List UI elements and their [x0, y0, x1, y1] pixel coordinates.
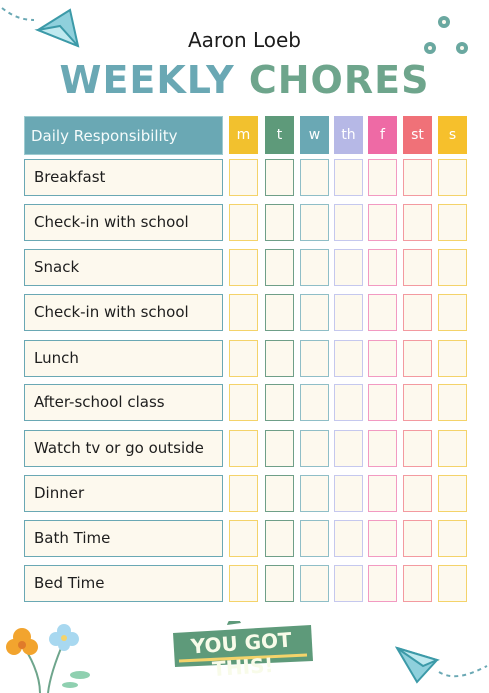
- checkbox-w[interactable]: [300, 159, 329, 196]
- checkbox-t[interactable]: [265, 340, 294, 377]
- checkbox-w[interactable]: [300, 520, 329, 557]
- checkbox-f[interactable]: [368, 565, 397, 602]
- checkbox-s[interactable]: [438, 565, 467, 602]
- checkbox-th[interactable]: [334, 475, 363, 512]
- checkbox-s[interactable]: [438, 340, 467, 377]
- checkbox-st[interactable]: [403, 520, 432, 557]
- checkbox-w[interactable]: [300, 249, 329, 286]
- title-chores: CHORES: [248, 58, 430, 102]
- task-label: Lunch: [24, 340, 223, 377]
- checkbox-f[interactable]: [368, 384, 397, 421]
- day-header-st: st: [403, 116, 432, 154]
- checkbox-t[interactable]: [265, 249, 294, 286]
- checkbox-m[interactable]: [229, 475, 258, 512]
- task-label: After-school class: [24, 384, 223, 421]
- checkbox-st[interactable]: [403, 159, 432, 196]
- checkbox-m[interactable]: [229, 430, 258, 467]
- checkbox-th[interactable]: [334, 340, 363, 377]
- checkbox-s[interactable]: [438, 294, 467, 331]
- task-label: Breakfast: [24, 159, 223, 196]
- task-label: Dinner: [24, 475, 223, 512]
- checkbox-f[interactable]: [368, 475, 397, 512]
- day-header-f: f: [368, 116, 397, 154]
- flower-bouquet-icon: [0, 615, 110, 693]
- checkbox-t[interactable]: [265, 430, 294, 467]
- checkbox-st[interactable]: [403, 294, 432, 331]
- day-header-w: w: [300, 116, 329, 154]
- checkbox-s[interactable]: [438, 249, 467, 286]
- checkbox-w[interactable]: [300, 204, 329, 241]
- checkbox-w[interactable]: [300, 475, 329, 512]
- checkbox-w[interactable]: [300, 384, 329, 421]
- checkbox-st[interactable]: [403, 384, 432, 421]
- child-name: Aaron Loeb: [187, 28, 302, 52]
- day-header-m: m: [229, 116, 258, 154]
- checkbox-th[interactable]: [334, 249, 363, 286]
- checkbox-s[interactable]: [438, 384, 467, 421]
- badge-text: YOU GOT THIS!: [189, 627, 293, 682]
- checkbox-th[interactable]: [334, 204, 363, 241]
- checkbox-f[interactable]: [368, 204, 397, 241]
- checkbox-w[interactable]: [300, 340, 329, 377]
- checkbox-m[interactable]: [229, 340, 258, 377]
- day-header-t: t: [265, 116, 294, 154]
- checkbox-st[interactable]: [403, 249, 432, 286]
- checkbox-t[interactable]: [265, 475, 294, 512]
- checkbox-th[interactable]: [334, 430, 363, 467]
- checkbox-m[interactable]: [229, 384, 258, 421]
- checkbox-st[interactable]: [403, 565, 432, 602]
- checkbox-t[interactable]: [265, 384, 294, 421]
- checkbox-s[interactable]: [438, 520, 467, 557]
- checkbox-f[interactable]: [368, 159, 397, 196]
- task-label: Snack: [24, 249, 223, 286]
- checkbox-t[interactable]: [265, 159, 294, 196]
- checkbox-t[interactable]: [265, 520, 294, 557]
- checkbox-st[interactable]: [403, 204, 432, 241]
- column-header-responsibility: Daily Responsibility: [24, 116, 223, 155]
- checkbox-st[interactable]: [403, 340, 432, 377]
- page-title: [0, 58, 489, 102]
- checkbox-w[interactable]: [300, 430, 329, 467]
- task-label: Watch tv or go outside: [24, 430, 223, 467]
- checkbox-f[interactable]: [368, 294, 397, 331]
- checkbox-m[interactable]: [229, 249, 258, 286]
- checkbox-m[interactable]: [229, 565, 258, 602]
- checkbox-f[interactable]: [368, 520, 397, 557]
- checkbox-f[interactable]: [368, 340, 397, 377]
- checkbox-f[interactable]: [368, 430, 397, 467]
- day-header-th: th: [334, 116, 363, 154]
- checkbox-th[interactable]: [334, 520, 363, 557]
- task-label: Check-in with school: [24, 204, 223, 241]
- checkbox-s[interactable]: [438, 204, 467, 241]
- checkbox-th[interactable]: [334, 565, 363, 602]
- title-weekly: WEEKLY: [59, 58, 235, 102]
- task-label: Bed Time: [24, 565, 223, 602]
- day-header-s: s: [438, 116, 467, 154]
- checkbox-th[interactable]: [334, 159, 363, 196]
- checkbox-s[interactable]: [438, 475, 467, 512]
- checkbox-t[interactable]: [265, 565, 294, 602]
- paper-plane-icon: [395, 642, 489, 693]
- checkbox-m[interactable]: [229, 159, 258, 196]
- checkbox-st[interactable]: [403, 475, 432, 512]
- checkbox-th[interactable]: [334, 294, 363, 331]
- checkbox-s[interactable]: [438, 159, 467, 196]
- checkbox-f[interactable]: [368, 249, 397, 286]
- checkbox-m[interactable]: [229, 520, 258, 557]
- checkbox-m[interactable]: [229, 204, 258, 241]
- checkbox-w[interactable]: [300, 294, 329, 331]
- checkbox-t[interactable]: [265, 294, 294, 331]
- checkbox-t[interactable]: [265, 204, 294, 241]
- checkbox-w[interactable]: [300, 565, 329, 602]
- checkbox-s[interactable]: [438, 430, 467, 467]
- task-label: Bath Time: [24, 520, 223, 557]
- task-label: Check-in with school: [24, 294, 223, 331]
- checkbox-st[interactable]: [403, 430, 432, 467]
- checkbox-th[interactable]: [334, 384, 363, 421]
- checkbox-m[interactable]: [229, 294, 258, 331]
